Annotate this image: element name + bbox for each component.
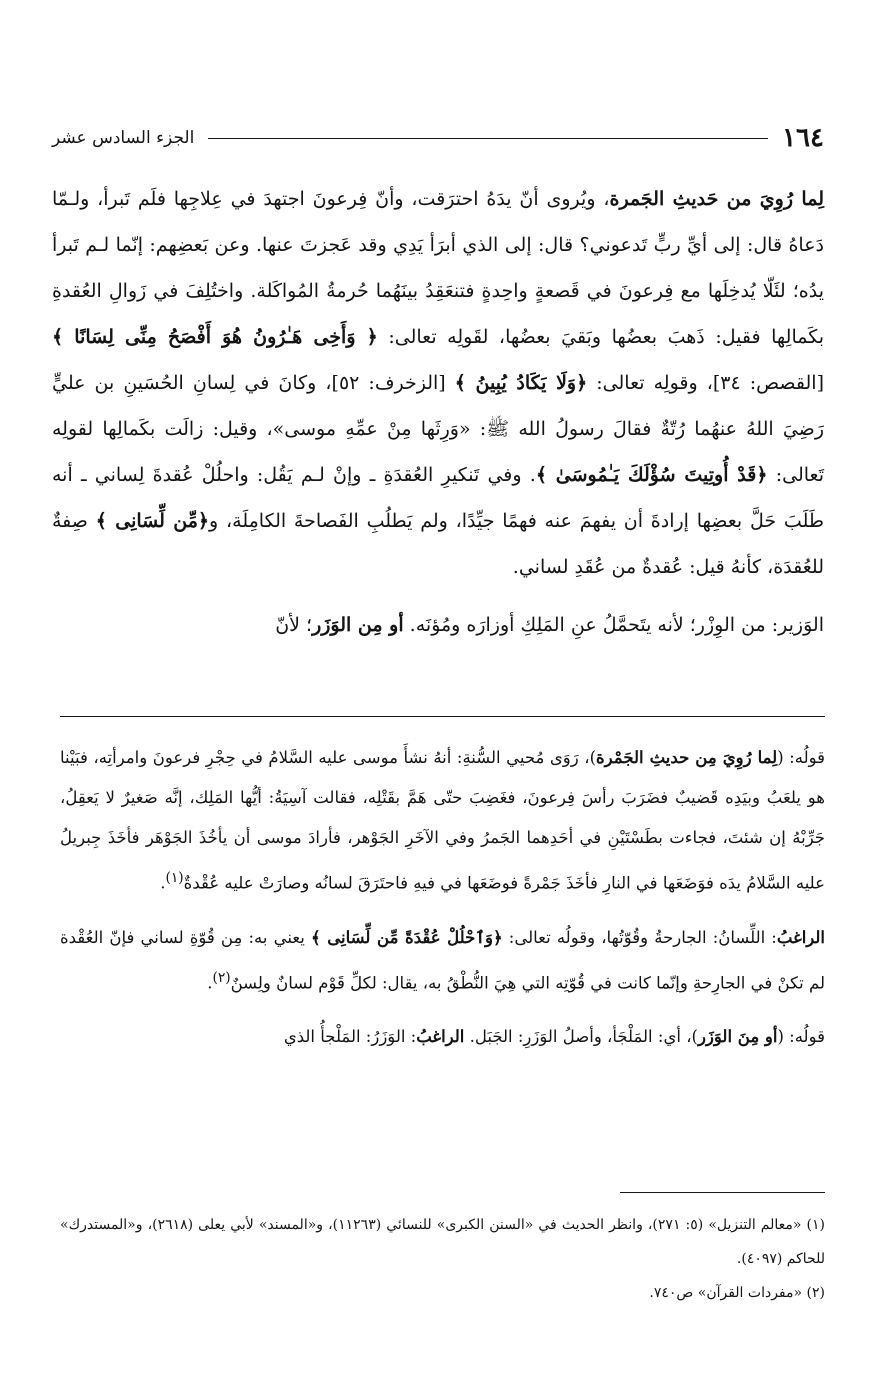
quran-verse: ﴿قَدْ أُوتِيتَ سُؤْلَكَ يَـٰمُوسَىٰ ﴾ [535, 464, 768, 486]
text-run: قولُه: ( [777, 748, 826, 767]
main-paragraph [52, 176, 824, 590]
main-commentary-divider [60, 716, 825, 717]
text-run: لِما رُوِيَ من حَديثِ الجَمرة [609, 188, 824, 210]
commentary-paragraph [60, 1017, 825, 1057]
text-run: قولُه: ( [777, 1027, 825, 1046]
text-run: : الوَزَرُ: المَلْجأُ الذي [283, 1027, 417, 1046]
main-text [52, 176, 824, 648]
text-run: الراغبُ [776, 927, 826, 947]
running-title: الجزء السادس عشر [52, 128, 195, 148]
text-run: الوَزير: من الوِزْر؛ لأنه يتَحمَّلُ عنِ المَلِكِ أوزارَه ومُؤنَه. [403, 614, 824, 636]
text-run: صِفةٌ للعُقدَة، كأنهُ قيل: عُقدةٌ من عُقَدِ لساني. [52, 510, 824, 578]
footnote: (١) «معالم التنزيل» (٥: ٢٧١)، وانظر الحديث في «السنن الكبرى» للنسائي (١١٢٦٣)، و«المسند» لأبي يعلى (٢٦١٨)، و«المستدرك» للحاكم (٤٠٩٧). [60, 1217, 826, 1267]
footnote: (٢) «مفردات القرآن» ص٧٤٠. [649, 1285, 825, 1301]
footnote-divider [620, 1192, 825, 1193]
commentary-paragraph [60, 918, 825, 1004]
header-rule [208, 138, 768, 139]
commentary [60, 738, 825, 1071]
page-header [52, 118, 824, 158]
page-number: ١٦٤ [782, 123, 824, 153]
text-run: . [160, 873, 166, 893]
text-run: : اللِّسانُ: الجارحةُ وقُوّتُها، وقولُه تعالى: [502, 927, 777, 947]
main-paragraph [52, 602, 824, 648]
quran-verse: ﴿مِّن لِّسَانِى ﴾ [95, 510, 210, 532]
text-run: أو مِن الوَزَر [312, 614, 404, 636]
text-run: ؛ لأنّ [275, 614, 313, 636]
text-run: يعني به: مِن قُوّةِ لساني فإنّ العُقْدة لم تكنْ في الجارِحةِ وإنّما كانت في قُوّتِه التي هِيَ النُّطْقُ به، يقال: لكلِّ قَوْم لسانٌ ولِسنٌ [60, 927, 825, 992]
footnote-ref: (٢) [212, 969, 231, 986]
commentary-paragraph [60, 738, 825, 904]
text-run: . وفي تَنكيرِ العُقدَةِ ـ وإنْ لـم يَقُل: واحلُلْ عُقدةَ لِساني ـ أنه طَلَبَ حَلَّ بعضِها إرادةَ أن يفهمَ عنه فهمًا جيِّدًا، ولم يَطلُبِ الفَصاحةَ الكامِلَة، و [52, 464, 824, 532]
text-run: أو مِنَ الوَزَر [697, 1027, 778, 1046]
text-run: . [207, 973, 213, 992]
text-run: لِما رُوِيَ مِن حديثِ الجَمْرة [596, 748, 778, 767]
text-run: )، أي: المَلْجَأ، وأصلُ الوَزَرِ: الجَبَل. [464, 1027, 698, 1046]
text-run: [الزخرف: ٥٢]، وكانَ في لِسانِ الحُسَينِ بن عليٍّ رَضِيَ اللهُ عنهُما رُتّةٌ فقالَ رسولُ الله ﷺ: «وَرِثَها مِنْ عمِّهِ موسى»، وقيل: زالَت بكَمالِها لقولِه تَعالى: [52, 372, 824, 486]
text-run: [القصص: ٣٤]، وقولِه تعالى: [587, 372, 824, 394]
text-run: ، ويُروى أنّ يدَهُ احترَقت، وأنّ فِرعونَ اجتهدَ في عِلاجِها فلَم تَبرأ، ولـمّا دَعاهُ قال: إلى أيِّ ربٍّ تَدعوني؟ قال: إلى الذي أبرَأ يَدِي وقد عَجزتَ عنها. وعن بَعضِهم: إنّما لـم تَبرأ يدُه؛ لئَلّا يُدخِلَها مع فِرعونَ في قَصعةٍ واحِدةٍ فتنعَقِدُ بينَهُما حُرمةُ المُواكَلة. واختُلِفَ في زَوالِ العُقدةِ بكَمالِها فقيل: ذَهبَ بعضُها وبَقيَ بعضُها، لقَولِه تعالى: [52, 188, 825, 348]
quran-verse: ﴿وَٱحْلُلْ عُقْدَةً مِّن لِّسَانِى ﴾ [311, 927, 503, 947]
text-run: الراغبُ [416, 1027, 465, 1046]
quran-verse: ﴿وَلَا يَكَادُ يُبِينُ ﴾ [454, 372, 588, 394]
quran-verse: ﴿ وَأَخِى هَـٰرُونُ هُوَ أَفْصَحُ مِنِّى لِسَانًا ﴾ [52, 326, 378, 348]
text-run: )، رَوَى مُحيي السُّنةِ: أنهُ نشأَ موسى عليه السَّلامُ في حِجْرِ فرعونَ وامرأتِه، فبَيْنا هو يلعَبُ وبيَدِه قَضيبٌ فضَرَبَ رأسَ فِرعونَ، فغَضِبَ حتّى هَمَّ بقَتْلِه، فقالت آسِيَةُ: أيُّها المَلِك، إنَّه صَغيرٌ لا يَعقِلُ، جَرِّبْهُ إن شئتَ، فجاءت بطَسْتَيْنِ في أحَدِهما الجَمرُ وفي الآخَرِ الجَوْهر، فأرادَ موسى أن يأخُذَ الجَوْهَر فأخَذَ جِبريلُ عليه السَّلامُ يدَه فوَضَعَها في النارِ فأخَذَ جَمْرةً فوضَعَها في فيهِ فاحتَرَقَ لسانُه وصارَتْ عليه عُقْدةٌ [60, 748, 825, 893]
footnotes [60, 1208, 825, 1310]
footnote-ref: (١) [165, 870, 184, 886]
